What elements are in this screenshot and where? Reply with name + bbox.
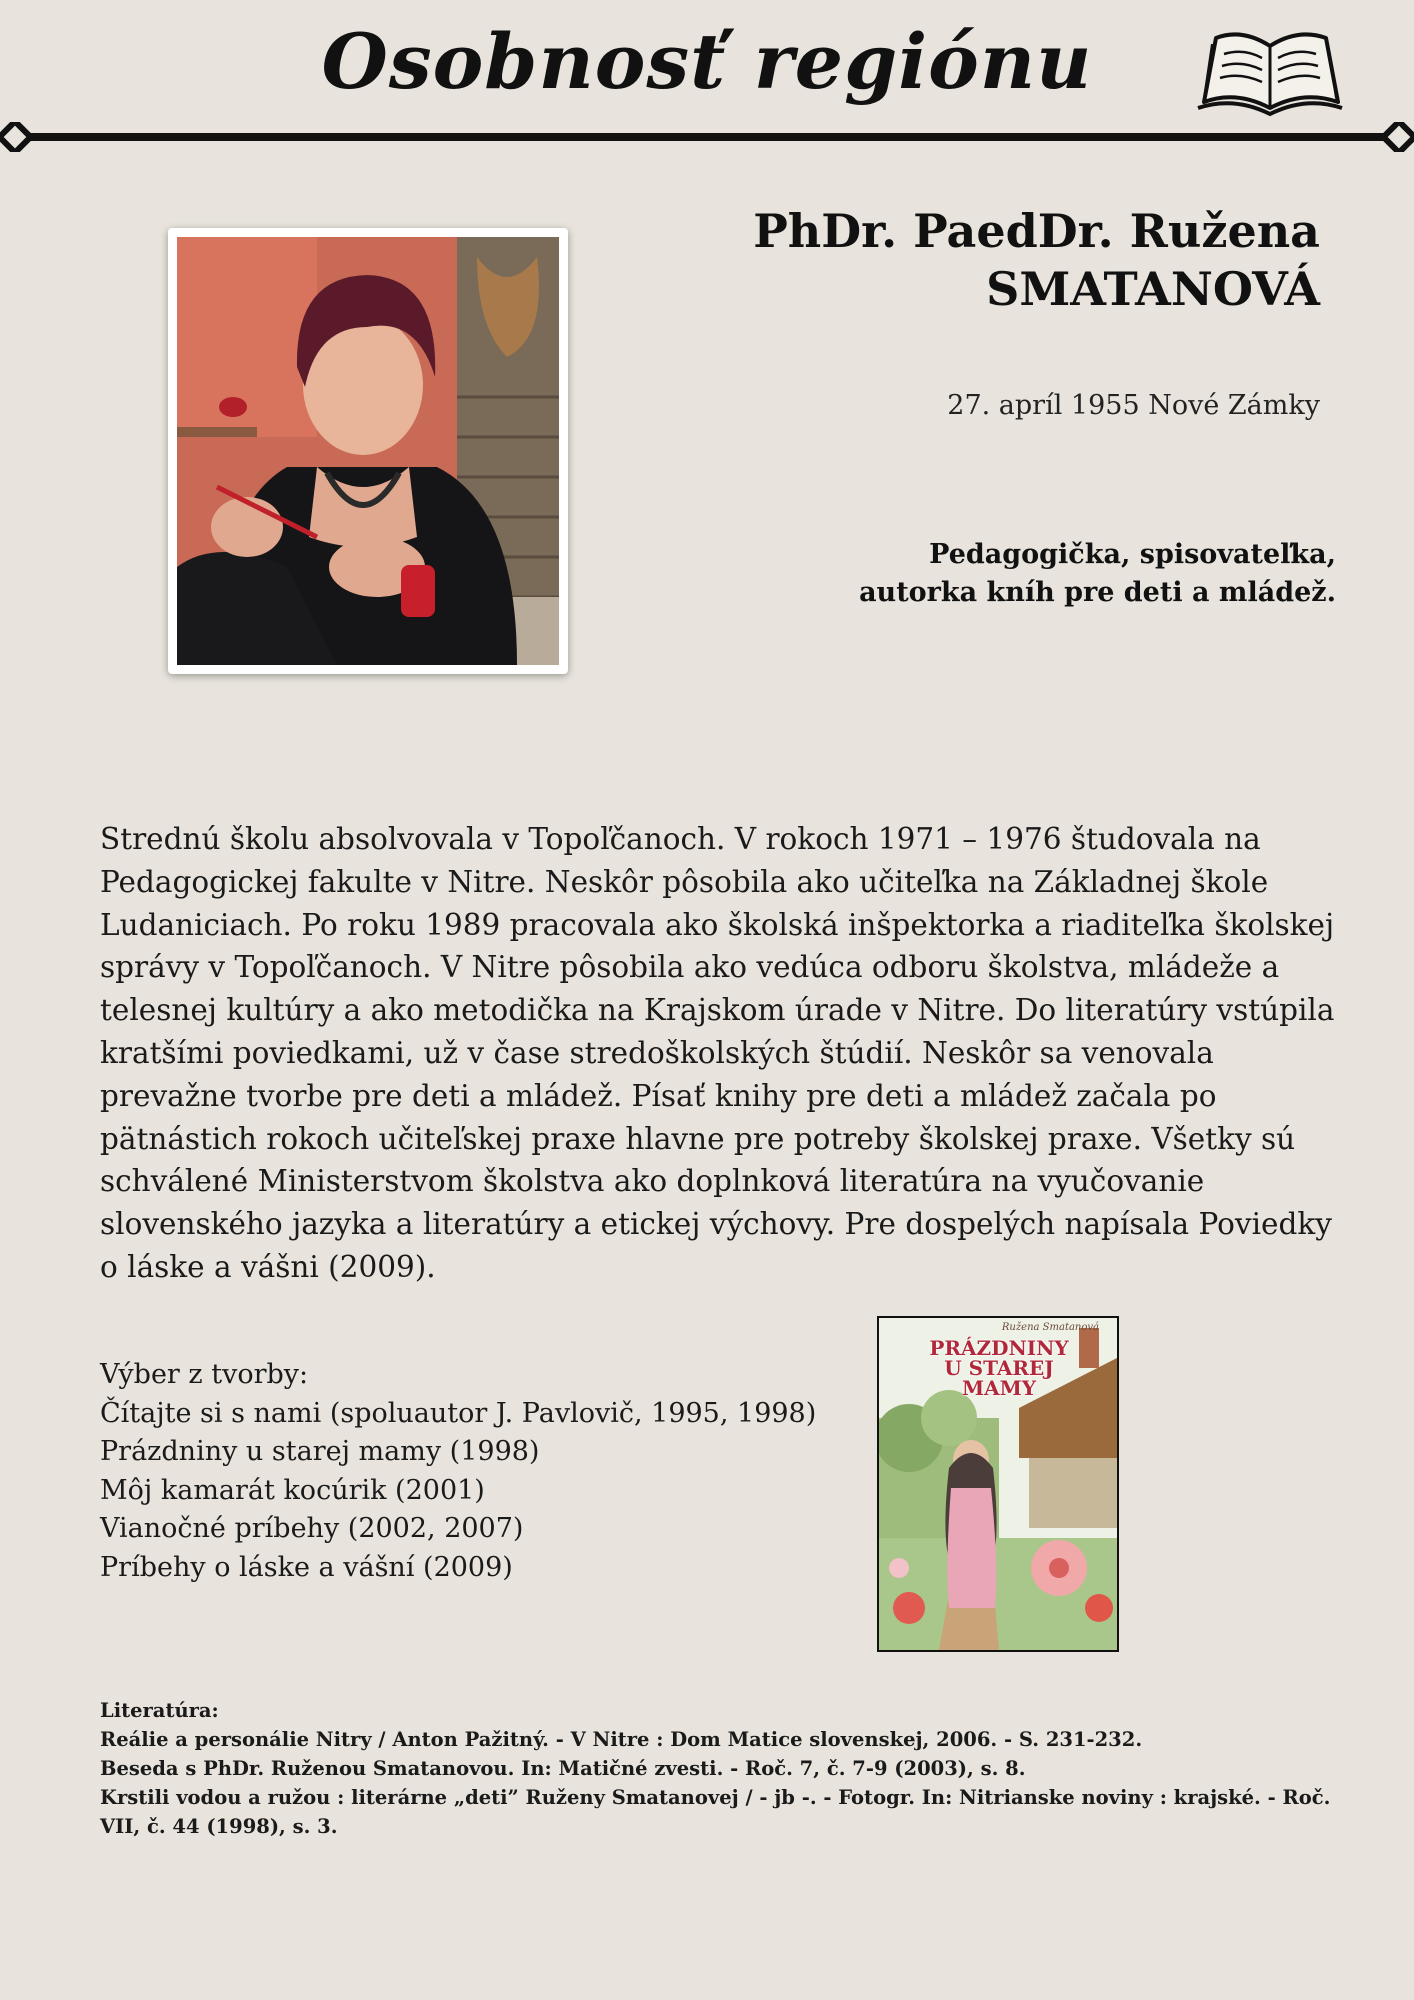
cover-author: Ružena Smatanová (1001, 1322, 1099, 1333)
cover-title-line: PRÁZDNINY (929, 1336, 1069, 1360)
profession (736, 536, 1336, 612)
literature-heading: Literatúra: (100, 1699, 219, 1722)
profession-line-1: Pedagogička, spisovateľka, (929, 539, 1336, 570)
works-item: Prázdniny u starej mamy (1998) (100, 1436, 540, 1468)
literature-item: Beseda s PhDr. Ruženou Smatanovou. In: Matičné zvesti. - Roč. 7, č. 7-9 (2003), s. 8. (100, 1757, 1026, 1780)
book-cover-image (877, 1316, 1119, 1652)
header-divider (0, 122, 1414, 152)
cover-title (889, 1338, 1109, 1398)
name-line-1: PhDr. PaedDr. Ružena (753, 204, 1320, 258)
birth-info: 27. apríl 1955 Nové Zámky (947, 390, 1320, 421)
portrait-image (177, 237, 559, 665)
works-item: Príbehy o láske a vášní (2009) (100, 1551, 513, 1583)
works-item: Môj kamarát kocúrik (2001) (100, 1474, 485, 1506)
literature-item: Krstili vodou a ružou : literárne „deti” Ruženy Smatanovej / - jb -. - Fotogr. In: Nitrianske noviny : krajské. - Roč. VII, č. 44 (1998), s. 3. (100, 1786, 1331, 1838)
profession-line-2: autorka kníh pre deti a mládež. (859, 577, 1336, 608)
open-book-icon (1190, 18, 1350, 118)
literature-item: Reálie a personálie Nitry / Anton Pažitný. - V Nitre : Dom Matice slovenskej, 2006. - S. 231-232. (100, 1728, 1143, 1751)
works-heading: Výber z tvorby: (100, 1359, 309, 1390)
name-line-2: SMATANOVÁ (986, 262, 1320, 316)
works-item: Čítajte si s nami (spoluautor J. Pavlovič, 1995, 1998) (100, 1397, 817, 1429)
person-name (680, 202, 1320, 318)
works-item: Vianočné príbehy (2002, 2007) (100, 1513, 524, 1545)
biography-text: Strednú školu absolvovala v Topoľčanoch. V rokoch 1971 – 1976 študovala na Pedagogickej fakulte v Nitre. Neskôr pôsobila ako učiteľka na Základnej škole Ludaniciach. Po roku 1989 pracovala ako školská inšpektorka a riaditeľka školskej správy v Topoľčanoch. V Nitre pôsobila ako vedúca odboru školstva, mládeže a telesnej kultúry a ako metodička na Krajskom úrade v Nitre. Do literatúry vstúpila kratšími poviedkami, už v čase stredoškolských štúdií. Neskôr sa venovala prevažne tvorbe pre deti a mládež. Písať knihy pre deti a mládež začala po pätnástich rokoch učiteľskej praxe hlavne pre potreby školskej praxe. Všetky sú schválené Ministerstvom školstva ako doplnková literatúra na vyučovanie slovenského jazyka a literatúry a etickej výchovy. Pre dospelých napísala Poviedky o láske a vášni (2009). (100, 822, 1335, 1284)
works-list (100, 1356, 840, 1588)
cover-title-line: U STAREJ (944, 1356, 1054, 1380)
literature-section (100, 1696, 1340, 1841)
page-title: Osobnosť regiónu (321, 17, 1093, 106)
portrait-photo (168, 228, 568, 674)
cover-title-line: MAMY (961, 1376, 1037, 1400)
